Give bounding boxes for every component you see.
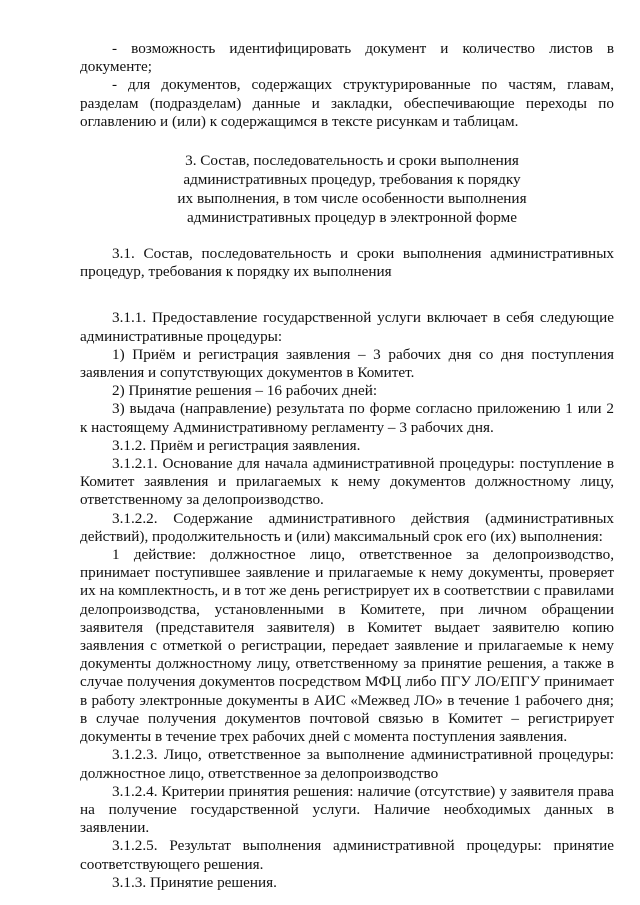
section-heading-line: 3. Состав, последовательность и сроки выполнения <box>185 152 519 170</box>
intro-item-structured: - для документов, содержащих структурированные по частям, главам, разделам (подразделам) данные и закладки, обеспечивающие переходы по оглавлению и (или) к содержащимся в тексте рисункам и таблицам. <box>80 76 614 130</box>
paragraph-3-1-2-2: 3.1.2.2. Содержание административного действия (административных действий), продолжительность и (или) максимальный срок его (их) выполнения: <box>80 509 614 545</box>
paragraph-action-1: 1 действие: должностное лицо, ответственное за делопроизводство, принимает поступившее заявление и прилагаемые к нему документы, проверяет их на комплектность, и в тот же день регистрирует их в соответствии с правилами делопроизводства, установленными в Комитете, при личном обращении заявителя (представителя заявителя) в Комитет выдает заявителю копию заявления с отметкой о регистрации, передает заявление и прилагаемые к нему документы должностному лицу, ответственному за принятие решения, а также в случае получения документов посредством МФЦ либо ПГУ ЛО/ЕПГУ принимает в работу электронные документы в АИС «Межвед ЛО» в течение 1 рабочего дня; в случае получения документов почтовой связью в Комитет – регистрирует документы в течение трех рабочих дней с момента поступления заявления. <box>80 546 614 746</box>
section-heading-line: административных процедур в электронной форме <box>187 209 517 227</box>
paragraph-3-1-2-4: 3.1.2.4. Критерии принятия решения: наличие (отсутствие) у заявителя права на получение государственной услуги. Наличие необходимых данных в заявлении. <box>80 782 614 837</box>
paragraph-3-1-2: 3.1.2. Приём и регистрация заявления. <box>112 436 361 454</box>
paragraph-procedure-3: 3) выдача (направление) результата по форме согласно приложению 1 или 2 к настоящему Административному регламенту – 3 рабочих дня. <box>80 400 614 436</box>
intro-item-identify: - возможность идентифицировать документ и количество листов в документе; <box>80 40 614 76</box>
paragraph-3-1-2-1: 3.1.2.1. Основание для начала административной процедуры: поступление в Комитет заявления и прилагаемых к нему документов должностному лицу, ответственному за делопроизводство. <box>80 455 614 509</box>
paragraph-procedure-1: 1) Приём и регистрация заявления – 3 рабочих дня со дня поступления заявления и сопутствующих документов в Комитет. <box>80 345 614 382</box>
paragraph-3-1-2-5: 3.1.2.5. Результат выполнения административной процедуры: принятие соответствующего решения. <box>80 837 614 873</box>
section-heading-line: их выполнения, в том числе особенности выполнения <box>177 190 527 208</box>
paragraph-3-1-3: 3.1.3. Принятие решения. <box>112 873 277 891</box>
paragraph-3-1-1: 3.1.1. Предоставление государственной услуги включает в себя следующие административные процедуры: <box>80 309 614 345</box>
subsection-title: 3.1. Состав, последовательность и сроки выполнения административных процедур, требования к порядку их выполнения <box>80 245 614 281</box>
paragraph-procedure-2: 2) Принятие решения – 16 рабочих дней: <box>112 382 378 400</box>
section-heading <box>80 151 614 227</box>
paragraph-3-1-2-3: 3.1.2.3. Лицо, ответственное за выполнение административной процедуры: должностное лицо, ответственное за делопроизводство <box>80 746 614 782</box>
section-heading-line: административных процедур, требования к порядку <box>183 171 521 189</box>
